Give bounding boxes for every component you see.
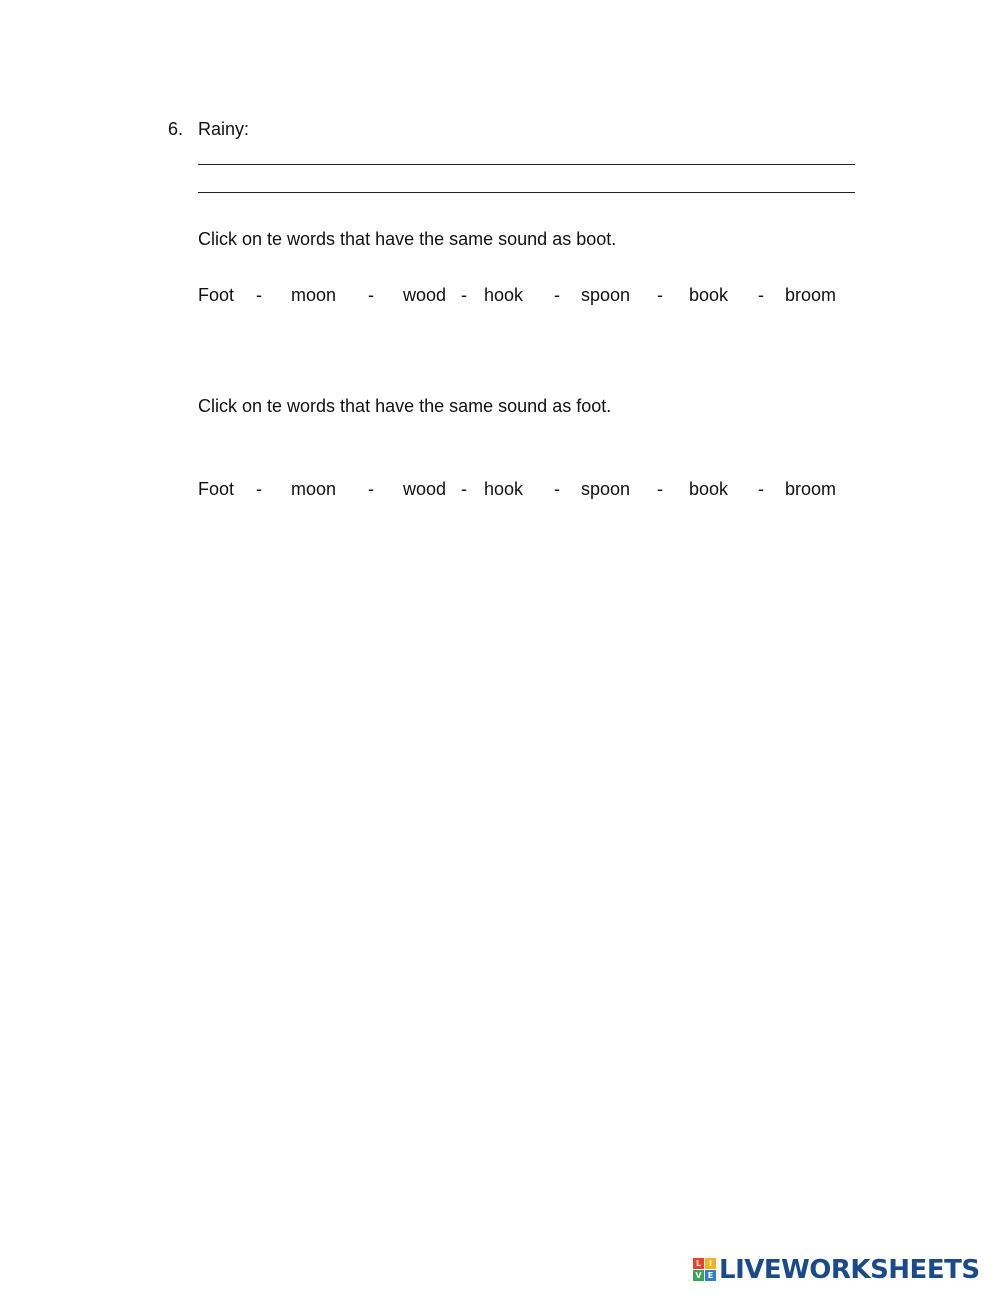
exercise2-word[interactable]: book bbox=[689, 479, 729, 499]
question-label: Rainy: bbox=[198, 119, 250, 139]
answer-line-2[interactable] bbox=[198, 192, 855, 193]
logo-mark-letter: I bbox=[705, 1258, 716, 1269]
logo-text: LIVEWORKSHEETS bbox=[719, 1255, 980, 1285]
exercise2-word[interactable]: Foot bbox=[198, 479, 235, 499]
exercise2-word[interactable]: moon bbox=[291, 479, 337, 499]
word-separator: - bbox=[554, 479, 560, 499]
exercise1-instruction: Click on te words that have the same sound as boot. bbox=[198, 229, 617, 249]
exercise1-word[interactable]: book bbox=[689, 285, 729, 305]
logo-mark-letter: V bbox=[693, 1270, 704, 1281]
liveworksheets-logo bbox=[693, 1255, 980, 1285]
answer-line-1[interactable] bbox=[198, 164, 855, 165]
word-separator: - bbox=[657, 479, 663, 499]
word-separator: - bbox=[758, 285, 764, 305]
word-separator: - bbox=[758, 479, 764, 499]
logo-mark-icon bbox=[693, 1258, 717, 1282]
exercise2-word[interactable]: wood bbox=[403, 479, 447, 499]
word-separator: - bbox=[256, 479, 262, 499]
word-separator: - bbox=[461, 479, 467, 499]
word-separator: - bbox=[657, 285, 663, 305]
exercise2-word[interactable]: spoon bbox=[581, 479, 631, 499]
exercise2-word[interactable]: hook bbox=[484, 479, 524, 499]
exercise1-word[interactable]: moon bbox=[291, 285, 337, 305]
exercise2-instruction: Click on te words that have the same sound as foot. bbox=[198, 396, 612, 416]
exercise1-word[interactable]: broom bbox=[785, 285, 837, 305]
exercise1-word[interactable]: spoon bbox=[581, 285, 631, 305]
exercise1-word[interactable]: wood bbox=[403, 285, 447, 305]
logo-mark-letter: E bbox=[705, 1270, 716, 1281]
logo-mark-letter: L bbox=[693, 1258, 704, 1269]
word-separator: - bbox=[368, 479, 374, 499]
word-separator: - bbox=[554, 285, 560, 305]
word-separator: - bbox=[461, 285, 467, 305]
exercise1-word[interactable]: Foot bbox=[198, 285, 235, 305]
exercise1-word[interactable]: hook bbox=[484, 285, 524, 305]
exercise2-word[interactable]: broom bbox=[785, 479, 837, 499]
word-separator: - bbox=[368, 285, 374, 305]
question-number: 6. bbox=[168, 119, 184, 139]
word-separator: - bbox=[256, 285, 262, 305]
